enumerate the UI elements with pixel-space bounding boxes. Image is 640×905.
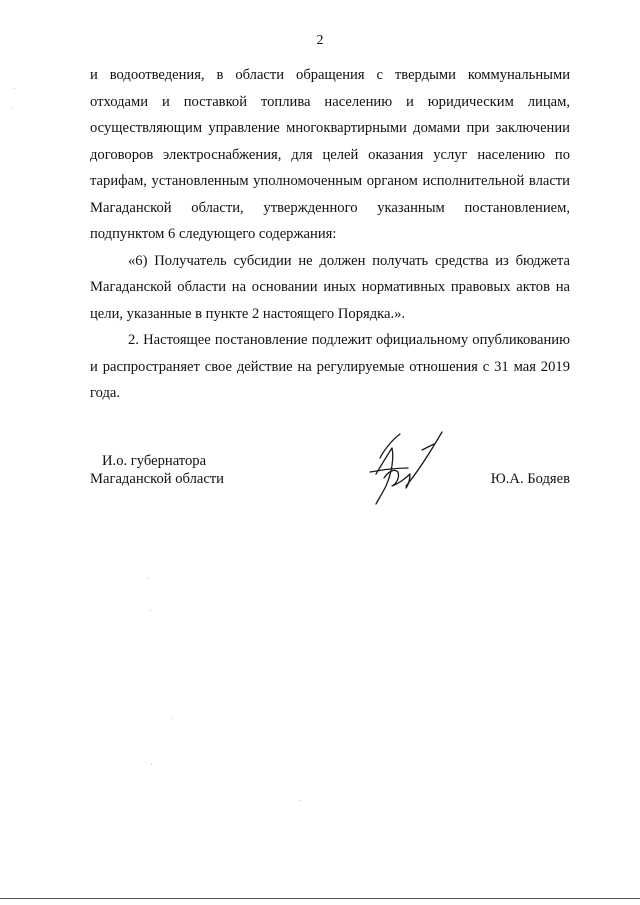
signatory-name: Ю.А. Бодяев [490, 471, 570, 487]
scan-speck [151, 764, 152, 765]
scan-edge-line [0, 898, 640, 899]
scan-speck [14, 88, 15, 89]
paragraph-item-2: 2. Настоящее постановление подлежит официальному опубликованию и распространяет свое действие на регулируемые отношения с 31 мая 2019 года. [90, 332, 570, 401]
document-body [90, 62, 570, 407]
scan-speck [12, 108, 13, 109]
scan-speck [150, 610, 151, 611]
signatory-position-line2: Магаданской области [90, 471, 224, 487]
paragraph-subpoint-6: «6) Получатель субсидии не должен получать средства из бюджета Магаданской области на основании иных нормативных правовых актов на цели, указанные в пункте 2 настоящего Порядка.». [90, 252, 570, 322]
paragraph-continuation: и водоотведения, в области обращения с твердыми коммунальными отходами и поставкой топлива населению и юридическим лицам, осуществляющим управление многоквартирными домами при заключении договоров электроснабжения, для целей оказания услуг населению по тарифам, установленным уполномоченным органом исполнительной власти Магаданской области, утвержденного указанным постановлением, подпунктом 6 следующего содержания: [90, 67, 570, 242]
scan-speck [148, 578, 149, 579]
scan-speck [171, 718, 172, 719]
scan-speck [300, 800, 301, 801]
page-number: 2 [316, 33, 324, 48]
signature-block [90, 452, 570, 522]
signatory-position-line1: И.о. губернатора [102, 453, 207, 469]
handwritten-signature [362, 428, 452, 508]
signatory-position [90, 452, 224, 488]
